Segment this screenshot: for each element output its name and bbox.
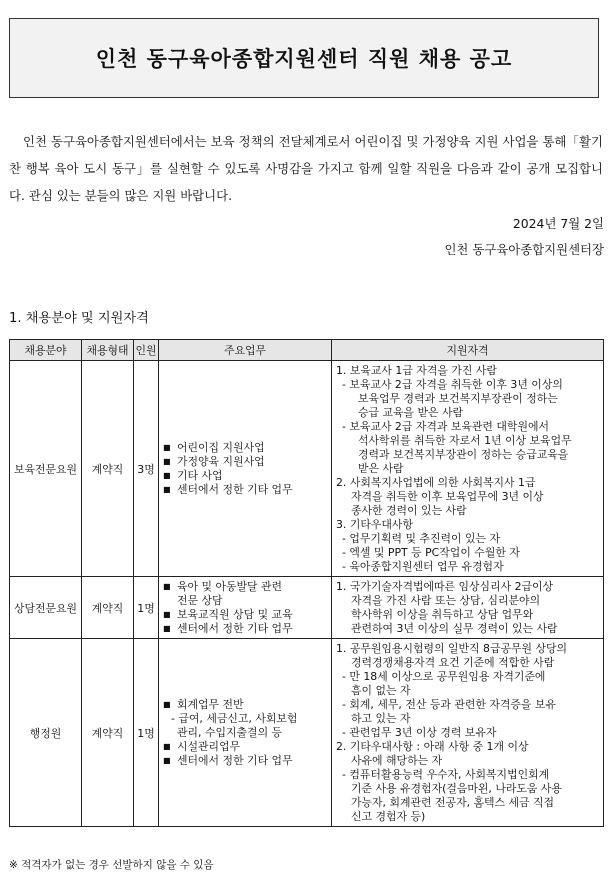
qualification-line: 종사한 경력이 있는 사람 [351, 504, 467, 517]
organization-signature: 인천 동구육아종합지원센터장 [444, 242, 604, 257]
square-bullet-icon: ■ [163, 581, 171, 591]
qualification-line: 2. 사회복지사업법에 의한 사회복지사 1급 [336, 476, 536, 489]
qualification-line: 2. 기타우대사항 : 아래 사항 중 1개 이상 [336, 740, 529, 753]
count-cell: 1명 [134, 577, 159, 639]
qualification-line: 자격을 가진 사람 또는 상담, 심리분야의 [351, 594, 541, 607]
duty-text: 전문 상담 [177, 593, 223, 607]
qualification-line: - 육아종합지원센터 업무 유경험자 [342, 560, 504, 573]
qualification-line: 1. 보육교사 1급 자격을 가진 사람 [336, 364, 497, 377]
duty-text: - 급여, 세금신고, 사회보험 [171, 711, 298, 725]
qualification-line: - 만 18세 이상으로 공무원임용 자격기준에 [342, 670, 546, 683]
title-box [9, 18, 599, 98]
qualification-line: 석사학위를 취득한 자로서 1년 이상 보육업무 [358, 434, 572, 447]
qualification-line: 흠이 없는 자 [351, 684, 411, 697]
qualification-line: 1. 공무원임용시험령의 일반직 8급공무원 상당의 [336, 642, 568, 655]
qualification-line: - 업무기획력 및 추진력이 있는 자 [342, 532, 501, 545]
duties-cell [159, 577, 332, 639]
qualification-line: 승급 교육을 받은 사람 [358, 406, 464, 419]
qualification-line: - 보육교사 2급 자격과 보육관련 대학원에서 [342, 420, 550, 433]
qualification-line: 사유에 해당하는 자 [351, 754, 443, 767]
duties-cell [159, 361, 332, 577]
duty-text: 센터에서 정한 기타 업무 [177, 482, 293, 496]
field-cell: 행정원 [10, 639, 82, 827]
header-type: 채용형태 [82, 340, 134, 361]
qualification-line: 하고 있는 자 [351, 712, 411, 725]
header-count: 인원 [134, 340, 159, 361]
type-cell: 계약직 [82, 639, 134, 827]
page-title: 인천 동구육아종합지원센터 직원 채용 공고 [95, 47, 513, 71]
qualification-line: 경력과 보건복지부장관이 정하는 승급교육을 [358, 448, 569, 461]
header-qualifications: 지원자격 [332, 340, 604, 361]
duty-line [163, 712, 328, 726]
field-cell: 상담전문요원 [10, 577, 82, 639]
duty-line [163, 469, 328, 483]
qualification-line: - 보육교사 2급 자격을 취득한 이후 3년 이상의 [342, 378, 563, 391]
duty-text: 센터에서 정한 기타 업무 [177, 621, 293, 635]
duty-line [163, 726, 328, 740]
qualification-line: 학사학위 이상을 취득하고 상담 업무와 [351, 608, 534, 621]
duty-line [163, 441, 328, 455]
qualification-line: - 회계, 세무, 전산 등과 관련한 자격증을 보유 [342, 698, 556, 711]
qualifications-cell [332, 361, 604, 577]
duty-text: 회계업무 전반 [177, 697, 244, 711]
footnote: ※ 적격자가 없는 경우 선발하지 않을 수 있음 [9, 859, 214, 871]
duty-text: 센터에서 정한 기타 업무 [177, 753, 293, 767]
intro-paragraph: 인천 동구육아종합지원센터에서는 보육 정책의 전달체계로서 어린이집 및 가정양육 지원 사업을 통해「활기찬 행복 육아 도시 동구」를 실현할 수 있도록 사명감을 가지고 함께 일할 직원을 다음과 같이 공개 모집합니다. 관심 있는 분들의 많은 지원 바랍니다. [9, 134, 603, 203]
square-bullet-icon: ■ [163, 699, 171, 709]
qualification-line: - 컴퓨터활용능력 우수자, 사회복지법인회계 [342, 768, 550, 781]
qualification-line: - 관련업무 3년 이상 경력 보유자 [342, 726, 497, 739]
duty-text: 시설관리업무 [177, 739, 241, 753]
square-bullet-icon: ■ [163, 609, 171, 619]
header-duties: 주요업무 [159, 340, 332, 361]
qualification-line: 경력경쟁채용자격 요건 기준에 적합한 사람 [351, 656, 555, 669]
duty-text: 육아 및 아동발달 관련 [177, 579, 283, 593]
recruitment-table [9, 339, 604, 827]
duty-line [163, 754, 328, 768]
field-cell: 보육전문요원 [10, 361, 82, 577]
duty-line [163, 698, 328, 712]
qualification-line: - 엑셀 및 PPT 등 PC작업이 수월한 자 [342, 546, 520, 559]
duty-line [163, 594, 328, 608]
table-header-row [10, 340, 604, 361]
type-cell: 계약직 [82, 577, 134, 639]
duty-line [163, 608, 328, 622]
qualification-line: 1. 국가기술자격법에따른 임상심리사 2급이상 [336, 580, 554, 593]
duty-text: 관리, 수입지출결의 등 [177, 725, 283, 739]
type-cell: 계약직 [82, 361, 134, 577]
duty-text: 기타 사업 [177, 468, 223, 482]
square-bullet-icon: ■ [163, 442, 171, 452]
square-bullet-icon: ■ [163, 741, 171, 751]
table-row [10, 361, 604, 577]
duty-line [163, 483, 328, 497]
duty-line [163, 740, 328, 754]
qualifications-cell [332, 639, 604, 827]
qualification-line: 신고 경험자 등) [351, 810, 426, 823]
section-title: 1. 채용분야 및 지원자격 [9, 311, 149, 326]
duty-text: 어린이집 지원사업 [177, 440, 265, 454]
square-bullet-icon: ■ [163, 623, 171, 633]
qualification-line: 자격을 취득한 이후 보육업무에 3년 이상 [351, 490, 544, 503]
qualifications-cell [332, 577, 604, 639]
header-field: 채용분야 [10, 340, 82, 361]
qualification-line: 받은 사람 [358, 462, 404, 475]
square-bullet-icon: ■ [163, 484, 171, 494]
qualification-line: 보육업무 경력과 보건복지부장관이 정하는 [358, 392, 558, 405]
qualification-line: 관련하여 3년 이상의 실무 경력이 있는 사람 [351, 622, 558, 635]
qualification-line: 기준 사용 유경험자(걸음마왼, 나라도움 사용 [351, 782, 562, 795]
duty-line [163, 455, 328, 469]
qualification-line: 가능자, 회계관련 전공자, 홈텍스 세금 직접 [351, 796, 555, 809]
duty-text: 보육교직원 상담 및 교육 [177, 607, 293, 621]
table-row [10, 577, 604, 639]
duty-line [163, 580, 328, 594]
duty-text: 가정양육 지원사업 [177, 454, 265, 468]
table-row [10, 639, 604, 827]
qualification-line: 3. 기타우대사항 [336, 518, 413, 531]
count-cell: 1명 [134, 639, 159, 827]
square-bullet-icon: ■ [163, 470, 171, 480]
announcement-date: 2024년 7월 2일 [512, 216, 604, 231]
duties-cell [159, 639, 332, 827]
square-bullet-icon: ■ [163, 456, 171, 466]
square-bullet-icon: ■ [163, 755, 171, 765]
duty-line [163, 622, 328, 636]
count-cell: 3명 [134, 361, 159, 577]
